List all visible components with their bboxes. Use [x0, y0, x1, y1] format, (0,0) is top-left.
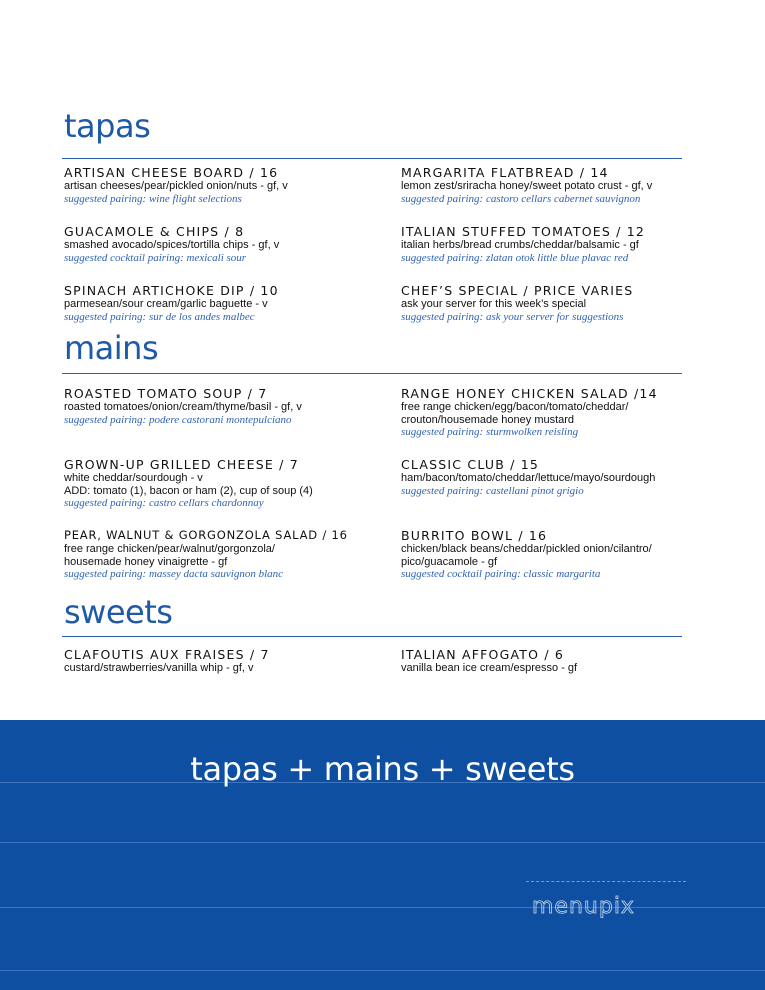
menu-item	[401, 283, 633, 323]
item-pairing: suggested cocktail pairing: mexicali sour	[64, 251, 247, 264]
item-description: free range chicken/pear/walnut/gorgonzola/	[64, 543, 275, 555]
item-description: roasted tomatoes/onion/cream/thyme/basil - gf, v	[64, 401, 302, 413]
menu-item	[64, 165, 288, 205]
item-pairing: suggested pairing: wine flight selections	[64, 192, 242, 205]
item-description: vanilla bean ice cream/espresso - gf	[401, 662, 578, 674]
item-name: PEAR, WALNUT & GORGONZOLA SALAD / 16	[64, 528, 348, 542]
item-description: white cheddar/sourdough - v	[64, 472, 203, 484]
item-description: free range chicken/egg/bacon/tomato/cheddar/	[401, 401, 629, 413]
item-description: custard/strawberries/vanilla whip - gf, v	[64, 662, 254, 674]
item-name: SPINACH ARTICHOKE DIP / 10	[64, 283, 279, 298]
item-name: CHEF’S SPECIAL / PRICE VARIES	[401, 283, 634, 298]
item-pairing: suggested pairing: sur de los andes malbec	[64, 310, 255, 323]
item-name: MARGARITA FLATBREAD / 14	[401, 165, 609, 180]
item-description: lemon zest/sriracha honey/sweet potato crust - gf, v	[401, 180, 653, 192]
item-pairing: suggested pairing: sturmwolken reisling	[401, 426, 579, 438]
section-title-sweets: sweets	[64, 593, 173, 631]
item-description-line2: housemade honey vinaigrette - gf	[64, 555, 228, 568]
menu-item	[64, 283, 279, 323]
menu-item	[64, 647, 270, 675]
item-name: ITALIAN AFFOGATO / 6	[401, 647, 565, 662]
item-description-line2: ADD: tomato (1), bacon or ham (2), cup of soup (4)	[64, 484, 313, 497]
section-divider	[62, 373, 682, 374]
menu-item	[401, 224, 645, 264]
banner-rule	[0, 970, 765, 971]
item-description-line2: pico/guacamole - gf	[401, 555, 497, 568]
item-name: ROASTED TOMATO SOUP / 7	[64, 386, 268, 401]
watermark-text: menupix	[532, 894, 635, 919]
item-pairing: suggested pairing: podere castorani montepulciano	[64, 413, 292, 426]
menu-item	[64, 386, 302, 426]
item-name: CLASSIC CLUB / 15	[401, 457, 540, 472]
item-pairing: suggested pairing: ask your server for suggestions	[401, 310, 624, 323]
item-pairing: suggested cocktail pairing: classic margarita	[401, 568, 601, 580]
item-description-line2: crouton/housemade honey mustard	[401, 413, 575, 426]
item-pairing: suggested pairing: massey dacta sauvignon blanc	[64, 568, 284, 580]
section-divider	[62, 636, 682, 637]
item-description: italian herbs/bread crumbs/cheddar/balsamic - gf	[401, 239, 639, 251]
menu-item	[401, 386, 658, 439]
menu-item	[64, 224, 279, 264]
item-pairing: suggested pairing: castoro cellars cabernet sauvignon	[401, 192, 641, 205]
menu-item	[64, 528, 348, 581]
item-description: artisan cheeses/pear/pickled onion/nuts - gf, v	[64, 180, 288, 192]
banner-title: tapas + mains + sweets	[190, 750, 575, 788]
item-name: GUACAMOLE & CHIPS / 8	[64, 224, 245, 239]
item-description: ham/bacon/tomato/cheddar/lettuce/mayo/sourdough	[401, 472, 656, 484]
menu-item	[401, 528, 652, 581]
item-description: smashed avocado/spices/tortilla chips - gf, v	[64, 239, 280, 251]
item-pairing: suggested pairing: castellani pinot grigio	[401, 484, 584, 497]
item-pairing: suggested pairing: castro cellars chardonnay	[64, 497, 264, 509]
menu-item	[64, 457, 313, 510]
item-name: BURRITO BOWL / 16	[401, 528, 548, 543]
item-name: CLAFOUTIS AUX FRAISES / 7	[64, 647, 270, 662]
item-name: ARTISAN CHEESE BOARD / 16	[64, 165, 279, 180]
menu-item	[401, 165, 652, 205]
item-description: chicken/black beans/cheddar/pickled onion/cilantro/	[401, 543, 652, 555]
item-name: GROWN-UP GRILLED CHEESE / 7	[64, 457, 299, 472]
item-description: ask your server for this week’s special	[401, 298, 587, 310]
section-title-tapas: tapas	[64, 107, 151, 145]
item-pairing: suggested pairing: zlatan otok little blue plavac red	[401, 251, 629, 264]
item-name: RANGE HONEY CHICKEN SALAD /14	[401, 386, 658, 401]
footer-banner	[0, 720, 765, 990]
menu-item	[401, 647, 577, 675]
watermark-logo	[526, 881, 686, 936]
menu-item	[401, 457, 655, 497]
section-title-mains: mains	[64, 329, 159, 367]
section-divider	[62, 158, 682, 159]
item-description: parmesean/sour cream/garlic baguette - v	[64, 298, 268, 310]
banner-rule	[0, 842, 765, 843]
item-name: ITALIAN STUFFED TOMATOES / 12	[401, 224, 646, 239]
